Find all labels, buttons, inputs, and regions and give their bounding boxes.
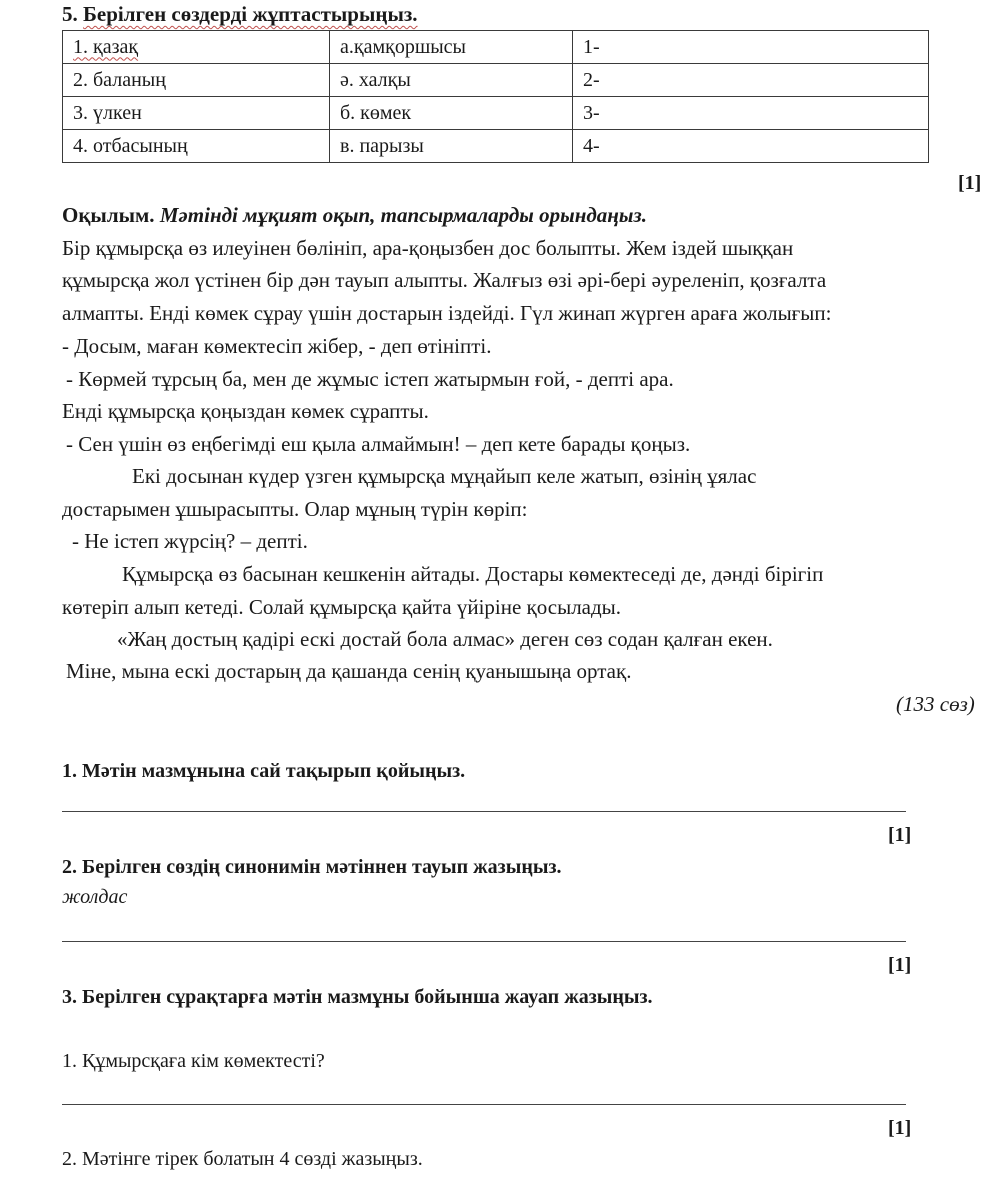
table-row <box>63 130 929 163</box>
answer-line-q1[interactable] <box>62 811 906 812</box>
table-cell-match: б. көмек <box>330 97 573 130</box>
q3-1-score: [1] <box>888 1117 912 1139</box>
table-cell-answer[interactable]: 2- <box>573 64 929 97</box>
table-cell-word: 2. баланың <box>63 64 330 97</box>
question-3-sub-2: 2. Мәтінге тірек болатын 4 сөзді жазыңыз. <box>62 1148 423 1170</box>
q1-score: [1] <box>888 824 912 846</box>
task5-score: [1] <box>958 172 982 194</box>
text-line: достарымен ұшырасыпты. Олар мұның түрін көріп: <box>62 497 528 521</box>
answer-line-q2[interactable] <box>62 941 906 942</box>
table-cell-answer[interactable]: 1- <box>573 31 929 64</box>
text-line: Құмырсқа өз басынан кешкенін айтады. Достары көмектеседі де, дәнді бірігіп <box>122 562 824 586</box>
task5-number: 5. <box>62 2 83 26</box>
text-line: Енді құмырсқа қоңыздан көмек сұрапты. <box>62 399 429 423</box>
question-1: 1. Мәтін мазмұнына сай тақырып қойыңыз. <box>62 760 466 782</box>
reading-label: Оқылым. <box>62 203 155 227</box>
question-3-sub-1: 1. Құмырсқаға кім көмектесті? <box>62 1050 325 1072</box>
table-row <box>63 97 929 130</box>
table-cell-answer[interactable]: 4- <box>573 130 929 163</box>
reading-heading <box>62 203 647 228</box>
text-line: «Жаң достың қадірі ескі достай бола алмас» деген сөз содан қалған екен. <box>117 627 773 651</box>
table-cell-word: 1. қазақ <box>63 31 330 64</box>
text-line: - Досым, маған көмектесіп жібер, - деп өтініпті. <box>62 334 492 358</box>
question-2: 2. Берілген сөздің синонимін мәтіннен тауып жазыңыз. <box>62 856 562 878</box>
text-line: - Не істеп жүрсің? – депті. <box>72 529 308 553</box>
task5-title <box>62 2 418 27</box>
text-line: Міне, мына ескі достарың да қашанда сенің қуанышыңа ортақ. <box>66 659 632 683</box>
text-line: құмырсқа жол үстінен бір дән тауып алыпты. Жалғыз өзі әрі-бері әуреленіп, қозғалта <box>62 268 827 292</box>
text-line: алмапты. Енді көмек сұрау үшін достарын іздейді. Гүл жинап жүрген араға жолығып: <box>62 301 832 325</box>
table-cell-match: в. парызы <box>330 130 573 163</box>
text-line: Бір құмырсқа өз илеуінен бөлініп, ара-қоңызбен дос болыпты. Жем іздей шыққан <box>62 236 794 260</box>
synonym-word: жолдас <box>62 886 128 908</box>
word-count: (133 сөз) <box>896 692 975 716</box>
text-line: Екі досынан күдер үзген құмырсқа мұңайып келе жатып, өзінің ұялас <box>132 464 757 488</box>
answer-line-q3-1[interactable] <box>62 1104 906 1105</box>
table-row <box>63 64 929 97</box>
text-line: көтеріп алып кетеді. Солай құмырсқа қайта үйіріне қосылады. <box>62 595 622 619</box>
question-3: 3. Берілген сұрақтарға мәтін мазмұны бойынша жауап жазыңыз. <box>62 986 653 1008</box>
table-cell-word: 4. отбасының <box>63 130 330 163</box>
text-line: - Сен үшін өз еңбегімді еш қыла алмаймын! – деп кете барады қоңыз. <box>66 432 691 456</box>
table-cell-word: 3. үлкен <box>63 97 330 130</box>
matching-table <box>62 30 929 163</box>
table-row <box>63 31 929 64</box>
reading-instruction: Мәтінді мұқият оқып, тапсырмаларды орындаңыз. <box>154 203 647 227</box>
table-cell-answer[interactable]: 3- <box>573 97 929 130</box>
text-line: - Көрмей тұрсың ба, мен де жұмыс істеп жатырмын ғой, - депті ара. <box>66 367 674 391</box>
q2-score: [1] <box>888 954 912 976</box>
table-cell-match: а.қамқоршысы <box>330 31 573 64</box>
table-cell-match: ә. халқы <box>330 64 573 97</box>
task5-title-text: Берілген сөздерді жұптастырыңыз. <box>83 2 418 26</box>
